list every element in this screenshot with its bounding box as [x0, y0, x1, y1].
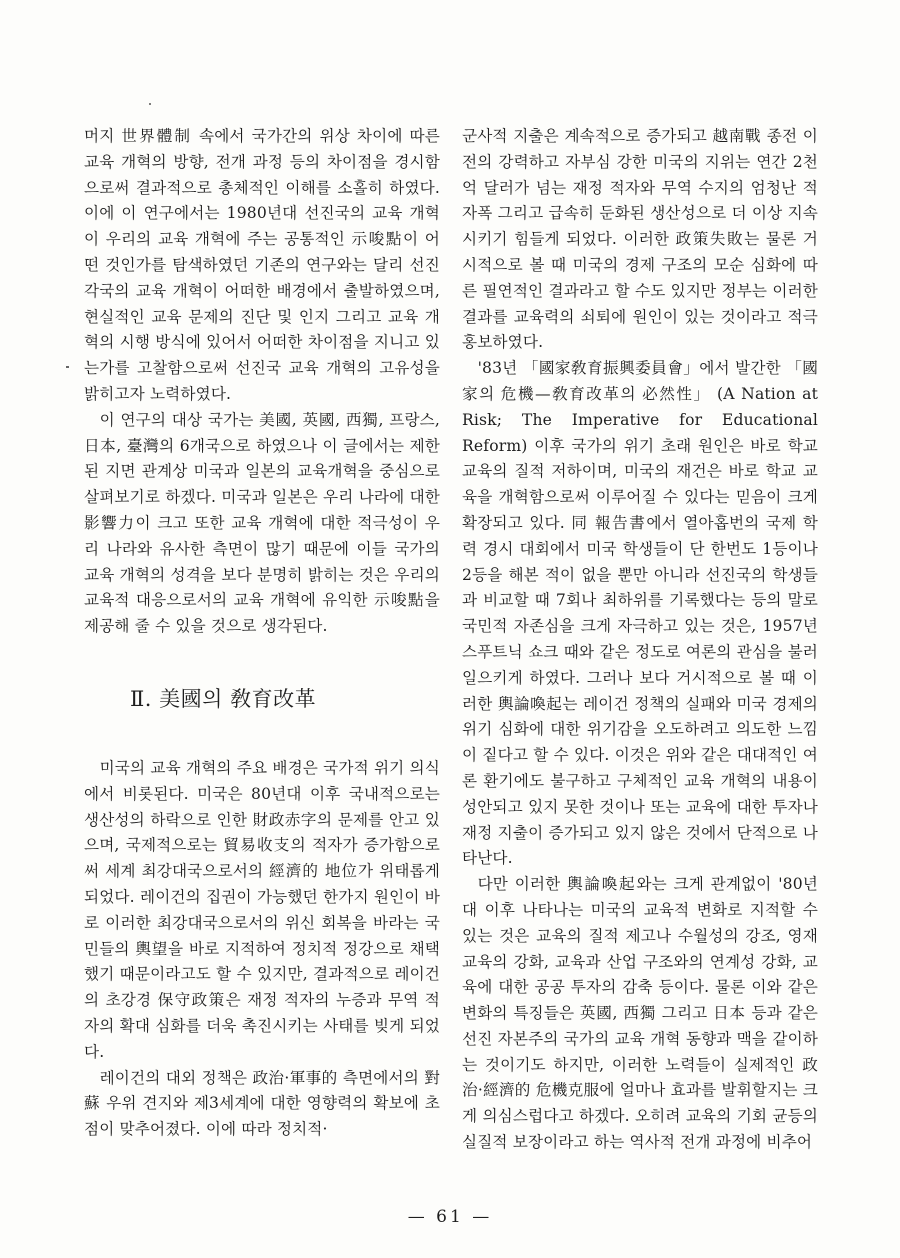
body-paragraph: 다만 이러한 輿論喚起와는 크게 관계없이 '80년대 이후 나타나는 미국의 교육적 변화로 지적할 수 있는 것은 교육의 질적 제고나 수월성의 강조, 영재 교육의 강화, 교육과 산업 구조와의 연계성 강화, 교육에 대한 공공 투자의 감축 등이다. 물론 이와 같은 변화의 특징들은 英國, 西獨 그리고 日本 등과 같은 선진 자본주의 국가의 교육 개혁 동향과 맥을 같이하는 것이기도 하지만, 이러한 노력들이 실제적인 政治·經濟的 危機克服에 얼마나 효과를 발휘할지는 크게 의심스럽다고 하겠다. 오히려 교육의 기회 균등의 실질적 보장이라고 하는 역사적 전개 과정에 비추어 — [462, 875, 818, 1152]
left-column — [84, 124, 440, 1143]
body-paragraph: 레이건의 대외 정책은 政治·軍事的 측면에서의 對蘇 우위 견지와 제3세계에 대한 영향력의 확보에 초점이 맞추어졌다. 이에 따라 정치적· — [84, 1068, 440, 1139]
page-number: — 61 — — [407, 1207, 493, 1227]
speck-mark — [149, 103, 151, 105]
right-column — [462, 124, 818, 1156]
body-paragraph: 이 연구의 대상 국가는 美國, 英國, 西獨, 프랑스, 日本, 臺灣의 6개국으로 하였으나 이 글에서는 제한된 지면 관계상 미국과 일본의 교육개혁을 중심으로 살펴보기로 하겠다. 미국과 일본은 우리 나라에 대한 影響力이 크고 또한 교육 개혁에 대한 적극성이 우리 나라와 유사한 측면이 많기 때문에 이들 국가의 교육 개혁의 성격을 보다 분명히 밝히는 것은 우리의 교육적 대응으로서의 교육 개혁에 유익한 示唆點을 제공해 줄 수 있을 것으로 생각된다. — [84, 410, 440, 636]
body-paragraph: '83년 「國家敎育振興委員會」에서 발간한 「國家의 危機—敎育改革의 必然性」 (A Nation at Risk; The Imperative for Educational Reform) 이후 국가의 위기 초래 원인은 바로 학교 교육의 질적 저하이며, 미국의 재건은 바로 학교 교육을 개혁함으로써 이루어질 수 있다는 믿음이 크게 확장되고 있다. 同 報告書에서 열아홉번의 국제 학력 경시 대회에서 미국 학생들이 단 한번도 1등이나 2등을 해본 적이 없을 뿐만 아니라 선진국의 학생들과 비교할 때 7회나 최하위를 기록했다는 등의 말로 국민적 자존심을 크게 자극하고 있는 것은, 1957년 스푸트닉 쇼크 때와 같은 정도로 여론의 관심을 불러일으키게 하였다. 그러나 보다 거시적으로 볼 때 이러한 輿論喚起는 레이건 정책의 실패와 미국 경제의 위기 심화에 대한 위기감을 오도하려고 의도한 느낌이 짙다고 할 수 있다. 이것은 위와 같은 대대적인 여론 환기에도 불구하고 구체적인 교육 개혁의 내용이 성안되고 있지 못한 것이나 또는 교육에 대한 투자나 재정 지출이 증가되고 있지 않은 것에서 단적으로 나타난다. — [462, 359, 818, 868]
section-heading: Ⅱ. 美國의 敎育改革 — [130, 686, 317, 711]
body-paragraph: 미국의 교육 개혁의 주요 배경은 국가적 위기 의식에서 비롯된다. 미국은 80년대 이후 국내적으로는 생산성의 하락으로 인한 財政赤字의 문제를 안고 있으며, 국제적으로는 貿易收支의 적자가 증가함으로써 세계 최강대국으로서의 經濟的 地位가 위태롭게 되었다. 레이건의 집권이 가능했던 한가지 원인이 바로 이러한 최강대국으로서의 위신 회복을 바라는 국민들의 輿望을 바로 지적하여 정치적 정강으로 채택했기 때문이라고도 할 수 있지만, 결과적으로 레이건의 초강경 保守政策은 재정 적자의 누증과 무역 적자의 확대 심화를 더욱 촉진시키는 사태를 빚게 되었다. — [84, 758, 440, 1061]
body-paragraph: 머지 世界體制 속에서 국가간의 위상 차이에 따른 교육 개혁의 방향, 전개 과정 등의 차이점을 경시함으로써 결과적으로 총체적인 이해를 소홀히 하였다. 이에 이 연구에서는 1980년대 선진국의 교육 개혁이 우리의 교육 개혁에 주는 공통적인 示唆點이 어떤 것인가를 탐색하였던 기존의 연구와는 달리 선진 각국의 교육 개혁이 어떠한 배경에서 출발하였으며, 현실적인 교육 문제의 진단 및 인지 그리고 교육 개혁의 시행 방식에 있어서 어떠한 차이점을 지니고 있는가를 고찰함으로써 선진국 교육 개혁의 고유성을 밝히고자 노력하였다. — [84, 127, 440, 403]
speck-mark — [66, 366, 69, 368]
body-paragraph: 군사적 지출은 계속적으로 증가되고 越南戰 종전 이전의 강력하고 자부심 강한 미국의 지위는 연간 2천억 달러가 넘는 재정 적자와 무역 수지의 엄청난 적자폭 그리고 급속히 둔화된 생산성으로 더 이상 지속시키기 힘들게 되었다. 이러한 政策失敗는 물론 거시적으로 볼 때 미국의 경제 구조의 모순 심화에 따른 필연적인 결과라고 할 수도 있지만 정부는 이러한 결과를 교육력의 쇠퇴에 원인이 있는 것이라고 적극 홍보하였다. — [462, 127, 818, 352]
